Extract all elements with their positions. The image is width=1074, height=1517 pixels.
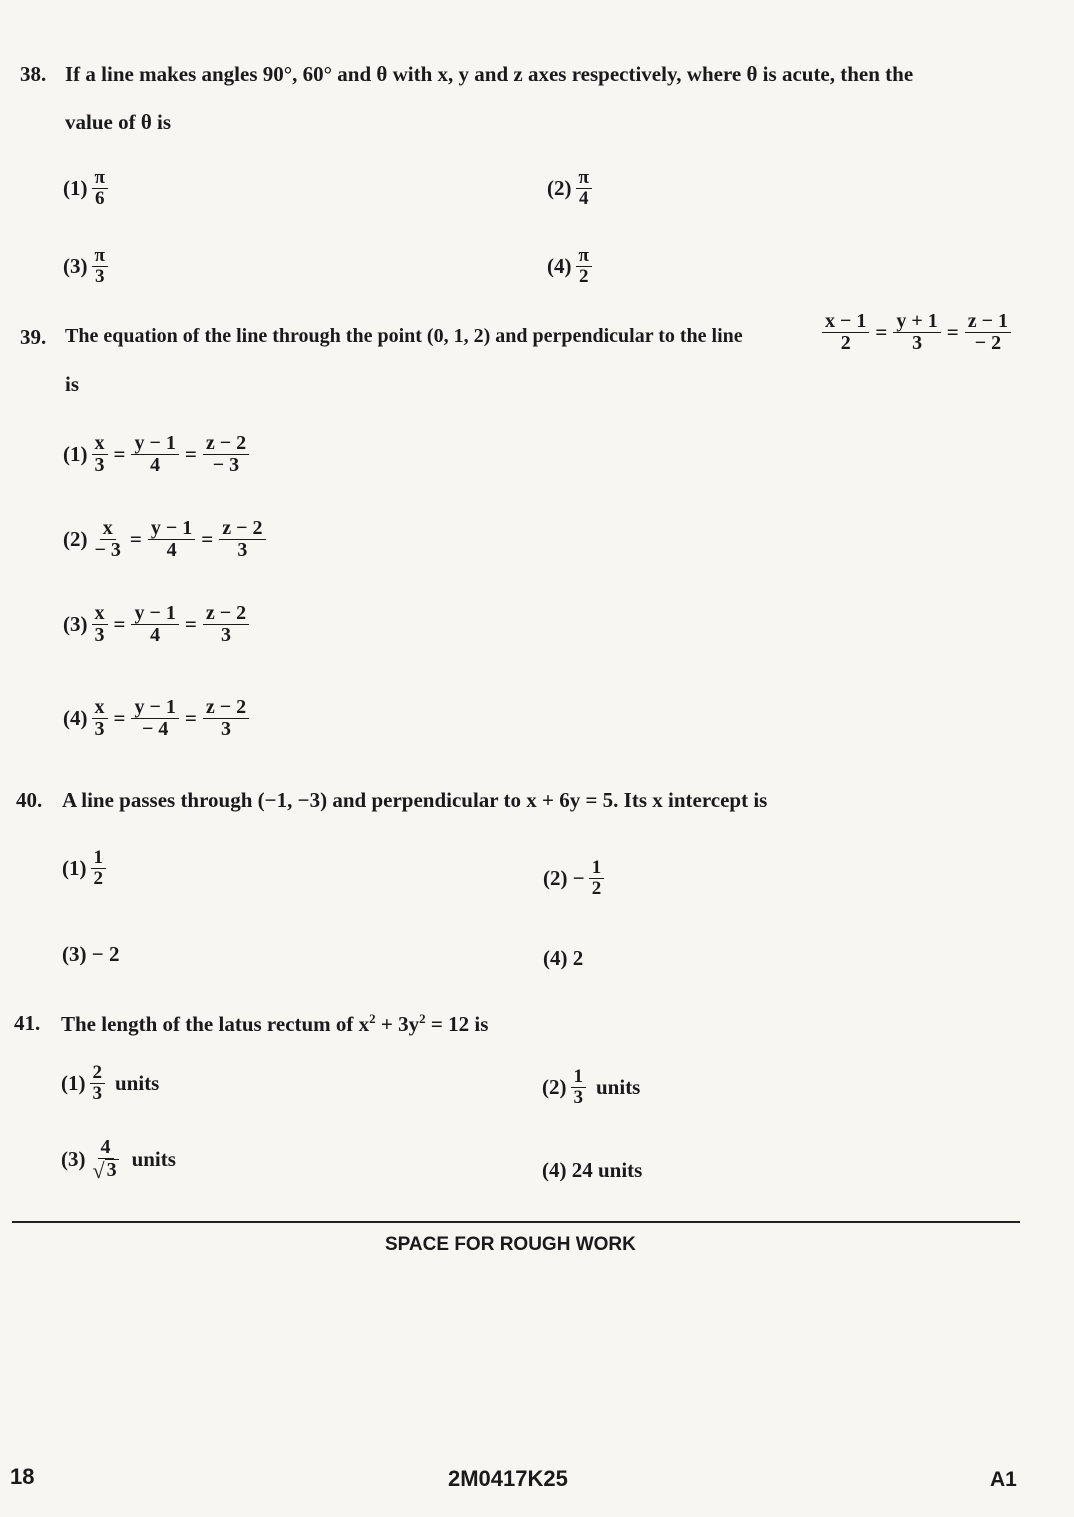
fraction: $\frac{1}{2}$	[589, 858, 605, 899]
q41-option-4[interactable]: (4) 24 units	[542, 1158, 643, 1182]
q41-option-1[interactable]: (1) $\frac{2}{3}$ units	[61, 1062, 160, 1104]
equation: $\frac{x}{3}$ = $\frac{y - 1}{- 4}$ = $\frac{z - 2}{3}$	[92, 697, 250, 740]
question-41-number: 41.	[14, 1011, 41, 1035]
fraction: $\frac{\pi}{6}$	[92, 168, 108, 209]
fraction: $\frac{\pi}{4}$	[576, 168, 592, 209]
q39-given-line: $\frac{x - 1}{2}$ = $\frac{y + 1}{3}$ = $\frac{z - 1}{- 2}$	[822, 311, 1011, 354]
question-38-text-cont: value of θ is	[65, 110, 172, 134]
q38-option-1[interactable]: (1) $\frac{\pi}{6}$	[63, 168, 108, 209]
q40-option-2[interactable]: (2) − $\frac{1}{2}$	[543, 858, 604, 899]
page-number: 18	[10, 1464, 35, 1489]
rough-work-label: SPACE FOR ROUGH WORK	[385, 1234, 636, 1255]
booklet-code: 2M0417K25	[448, 1466, 568, 1491]
fraction: $\frac{2}{3}$	[90, 1063, 106, 1104]
question-39-text: The equation of the line through the point (0, 1, 2) and perpendicular to the line	[65, 325, 743, 347]
fraction: $\frac{1}{3}$	[571, 1067, 587, 1108]
fraction: $\frac{1}{2}$	[91, 848, 107, 889]
question-38-number: 38.	[20, 62, 47, 86]
q41-option-3[interactable]: (3) 4 √ 3 units	[61, 1136, 176, 1183]
question-39-text-cont: is	[65, 372, 80, 396]
equation: $\frac{x}{- 3}$ = $\frac{y - 1}{4}$ = $\frac{z - 2}{3}$	[92, 518, 266, 561]
question-38-text: If a line makes angles 90°, 60° and θ with x, y and z axes respectively, where θ is acute, then the	[65, 62, 914, 86]
question-40-number: 40.	[16, 788, 43, 812]
q39-option-3[interactable]: (3) $\frac{x}{3}$ = $\frac{y - 1}{4}$ = $\frac{z - 2}{3}$	[63, 603, 249, 646]
q39-option-2[interactable]: (2) $\frac{x}{- 3}$ = $\frac{y - 1}{4}$ = $\frac{z - 2}{3}$	[63, 518, 266, 561]
question-41-text: The length of the latus rectum of $x^2 + 3y^2 = 12$ is	[61, 1011, 489, 1036]
q40-option-4[interactable]: (4) 2	[543, 946, 584, 970]
q39-option-4[interactable]: (4) $\frac{x}{3}$ = $\frac{y - 1}{- 4}$ = $\frac{z - 2}{3}$	[63, 697, 249, 740]
q39-option-1[interactable]: (1) $\frac{x}{3}$ = $\frac{y - 1}{4}$ = $\frac{z - 2}{- 3}$	[63, 433, 249, 476]
q40-option-3[interactable]: (3) − 2	[62, 942, 120, 966]
version-code: A1	[990, 1468, 1017, 1491]
fraction: $\frac{\pi}{3}$	[92, 246, 108, 287]
q40-option-1[interactable]: (1) $\frac{1}{2}$	[62, 848, 106, 889]
question-39-number: 39.	[20, 325, 47, 349]
q38-option-3[interactable]: (3) $\frac{\pi}{3}$	[63, 246, 108, 287]
fraction: 4 √ 3	[92, 1136, 117, 1183]
question-40-text: A line passes through (−1, −3) and perpendicular to x + 6y = 5. Its x intercept is	[62, 788, 768, 812]
fraction: $\frac{\pi}{2}$	[576, 246, 592, 287]
q41-option-2[interactable]: (2) $\frac{1}{3}$ units	[542, 1066, 641, 1108]
q38-option-2[interactable]: (2) $\frac{\pi}{4}$	[547, 168, 592, 209]
equation: $\frac{x}{3}$ = $\frac{y - 1}{4}$ = $\frac{z - 2}{- 3}$	[92, 433, 250, 476]
divider-rule	[12, 1221, 1020, 1223]
q38-option-4[interactable]: (4) $\frac{\pi}{2}$	[547, 246, 592, 287]
equation: $\frac{x}{3}$ = $\frac{y - 1}{4}$ = $\frac{z - 2}{3}$	[92, 603, 250, 646]
